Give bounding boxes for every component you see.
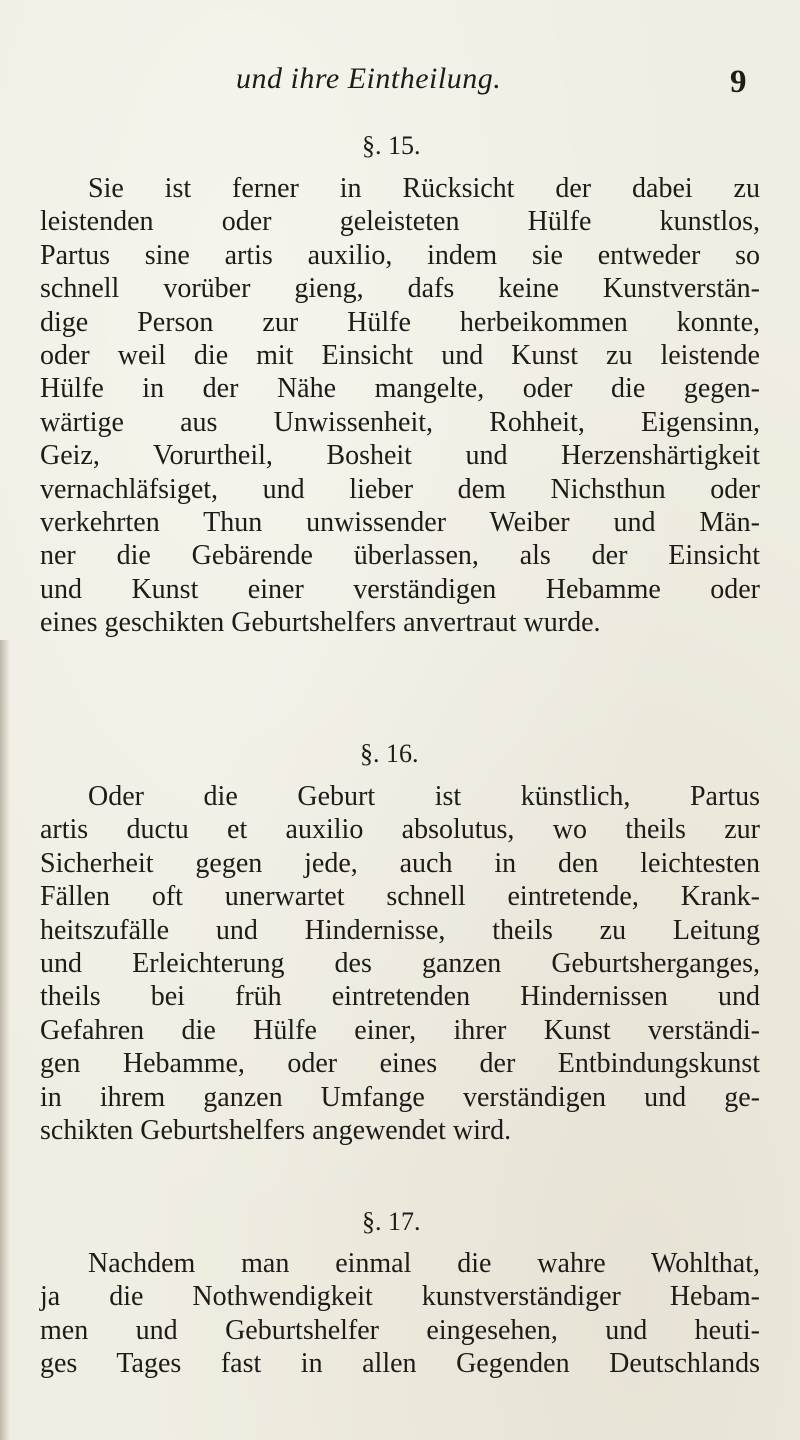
text-line: Geiz, Vorurtheil, Bosheit und Herzenshärtigkeit: [40, 440, 760, 472]
text-line: ges Tages fast in allen Gegenden Deutschlands: [40, 1348, 760, 1380]
text-line: men und Geburtshelfer eingesehen, und heuti-: [40, 1314, 760, 1346]
text-line: leistenden oder geleisteten Hülfe kunstlos,: [40, 206, 760, 238]
section-16-paragraph: [40, 780, 760, 1147]
text-line: artis ductu et auxilio absolutus, wo theils zur: [40, 814, 760, 846]
text-line: schnell vorüber gieng, dafs keine Kunstverstän-: [40, 273, 760, 305]
text-line: wärtige aus Unwissenheit, Rohheit, Eigensinn,: [40, 406, 760, 438]
section-15-paragraph: [40, 172, 760, 640]
section-17-paragraph: [40, 1247, 760, 1381]
text-line: verkehrten Thun unwissender Weiber und Män-: [40, 507, 760, 539]
text-line: ja die Nothwendigkeit kunstverständiger Hebam-: [40, 1281, 760, 1313]
text-line: vernachläfsiget, und lieber dem Nichsthun oder: [40, 473, 760, 505]
text-line: Partus sine artis auxilio, indem sie entweder so: [40, 239, 760, 271]
section-heading-16: §. 16.: [360, 739, 419, 768]
text-line: Sicherheit gegen jede, auch in den leichtesten: [40, 847, 760, 879]
text-line: und Erleichterung des ganzen Geburtsherganges,: [40, 948, 760, 980]
text-line: Nachdem man einmal die wahre Wohlthat,: [88, 1248, 760, 1279]
text-line: in ihrem ganzen Umfange verständigen und ge-: [40, 1081, 760, 1113]
text-line: schikten Geburtshelfers angewendet wird.: [40, 1115, 512, 1147]
text-line: heitszufälle und Hindernisse, theils zu Leitung: [40, 914, 760, 946]
text-line: eines geschikten Geburtshelfers anvertraut wurde.: [40, 607, 601, 639]
text-line: theils bei früh eintretenden Hindernissen und: [40, 981, 760, 1013]
text-line: Sie ist ferner in Rücksicht der dabei zu: [88, 173, 760, 204]
section-heading-17: §. 17.: [362, 1207, 421, 1236]
text-line: und Kunst einer verständigen Hebamme oder: [40, 573, 760, 605]
section-heading-15: §. 15.: [362, 131, 421, 160]
text-line: Oder die Geburt ist künstlich, Partus: [88, 781, 760, 812]
text-line: dige Person zur Hülfe herbeikommen konnte,: [40, 306, 760, 338]
page-number: 9: [730, 64, 747, 100]
text-line: Gefahren die Hülfe einer, ihrer Kunst verständi-: [40, 1014, 760, 1046]
text-line: Fällen oft unerwartet schnell eintretende, Krank-: [40, 881, 760, 913]
text-line: ner die Gebärende überlassen, als der Einsicht: [40, 540, 760, 572]
text-line: gen Hebamme, oder eines der Entbindungskunst: [40, 1048, 760, 1080]
text-line: Hülfe in der Nähe mangelte, oder die gegen-: [40, 373, 760, 405]
running-head: und ihre Eintheilung.: [236, 62, 502, 95]
page-binding-edge: [0, 640, 10, 1440]
text-line: oder weil die mit Einsicht und Kunst zu leistende: [40, 340, 760, 372]
